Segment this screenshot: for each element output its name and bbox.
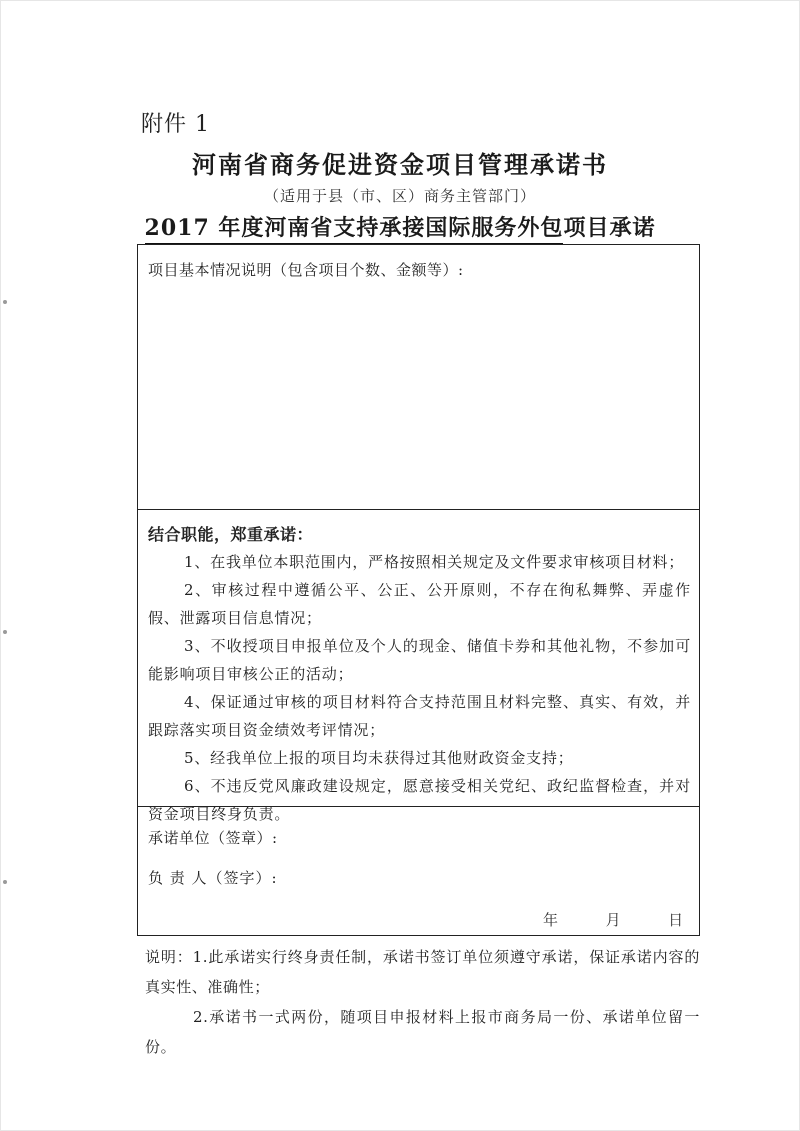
commitment-heading: 结合职能，郑重承诺： — [148, 525, 314, 544]
note-1: 说明：1.此承诺实行终身责任制，承诺书签订单位须遵守承诺，保证承诺内容的真实性、准确性； — [145, 948, 700, 996]
binding-hole-mark — [3, 630, 7, 634]
commitments-section — [138, 510, 699, 823]
notes — [145, 942, 700, 1062]
commitment-item: 3、不收授项目申报单位及个人的现金、储值卡券和其他礼物，不参加可能影响项目审核公正的活动； — [148, 637, 691, 683]
date-line — [543, 909, 683, 930]
basic-info-label: 项目基本情况说明（包含项目个数、金额等）: — [148, 261, 464, 279]
date-day: 日 — [668, 911, 684, 929]
signing-unit-label[interactable]: 承诺单位（签章）: — [148, 829, 278, 847]
commitment-item: 2、审核过程中遵循公平、公正、公开原则，不存在徇私舞弊、弄虚作假、泄露项目信息情况； — [148, 581, 691, 627]
responsible-person-label[interactable]: 负 责 人（签字）: — [148, 869, 278, 887]
document-title: 河南省商务促进资金项目管理承诺书 — [192, 150, 608, 179]
date-month: 月 — [605, 911, 621, 929]
commitment-item: 4、保证通过审核的项目材料符合支持范围且材料完整、真实、有效，并跟踪落实项目资金绩效考评情况； — [148, 693, 691, 739]
commitment-item: 5、经我单位上报的项目均未获得过其他财政资金支持； — [184, 749, 574, 767]
project-title — [0, 211, 800, 242]
basic-info-section[interactable] — [138, 245, 699, 510]
attachment-label: 附件 1 — [141, 112, 210, 137]
binding-hole-mark — [3, 880, 7, 884]
commitment-form — [137, 244, 700, 936]
commitment-item: 6、不违反党风廉政建设规定，愿意接受相关党纪、政纪监督检查，并对资金项目终身负责。 — [148, 777, 691, 823]
signature-section — [138, 807, 699, 937]
project-title-underlined: 2017 年度河南省支持承接国际服务外包 — [145, 215, 564, 245]
document-subtitle: （适用于县（市、区）商务主管部门） — [263, 187, 536, 205]
binding-hole-mark — [3, 300, 7, 304]
project-title-rest: 项目承诺 — [563, 215, 656, 241]
commitment-item: 1、在我单位本职范围内，严格按照相关规定及文件要求审核项目材料； — [184, 553, 685, 571]
date-year: 年 — [543, 911, 559, 929]
note-2: 2.承诺书一式两份，随项目申报材料上报市商务局一份、承诺单位留一份。 — [145, 1008, 700, 1056]
